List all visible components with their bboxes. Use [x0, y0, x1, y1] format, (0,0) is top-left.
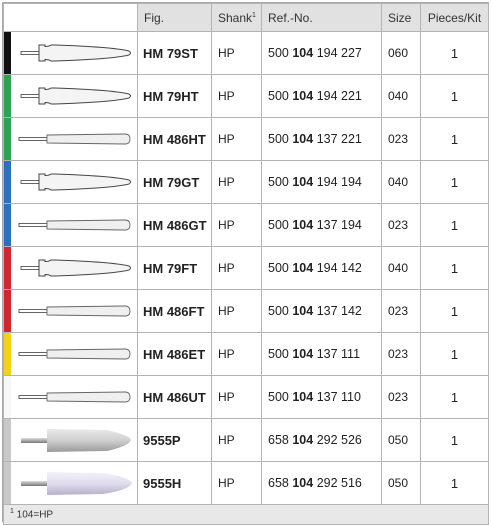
shank-header-label: Shank	[218, 10, 253, 25]
shank-cell: HP	[212, 204, 262, 247]
table-row	[4, 419, 489, 462]
shank-cell: HP	[212, 333, 262, 376]
ref-cell	[262, 462, 382, 505]
shank-cell: HP	[212, 247, 262, 290]
fig-cell: HM 79FT	[138, 247, 212, 290]
cylinder-bur-icon	[11, 333, 137, 375]
fig-cell: HM 486HT	[138, 118, 212, 161]
pieces-per-kit-cell: 1	[421, 32, 489, 75]
color-stripe	[4, 204, 11, 247]
pieces-per-kit-cell: 1	[421, 462, 489, 505]
fig-cell: HM 486ET	[138, 333, 212, 376]
ref-suffix: 194 221	[316, 89, 362, 103]
product-table	[3, 3, 489, 525]
table-row	[4, 247, 489, 290]
ref-prefix: 500	[268, 175, 289, 189]
ref-cell	[262, 333, 382, 376]
ref-suffix: 194 194	[316, 175, 362, 189]
table-row	[4, 118, 489, 161]
size-header: Size	[382, 4, 421, 32]
tool-image	[11, 290, 138, 333]
ref-suffix: 137 194	[316, 218, 362, 232]
ref-suffix: 292 526	[316, 433, 362, 447]
footnote-row	[4, 505, 489, 525]
ref-prefix: 658	[268, 433, 289, 447]
fig-cell: HM 79ST	[138, 32, 212, 75]
color-stripe	[4, 333, 11, 376]
tool-image	[11, 118, 138, 161]
fig-cell: HM 486FT	[138, 290, 212, 333]
ref-prefix: 500	[268, 89, 289, 103]
ref-suffix: 137 142	[316, 304, 362, 318]
grey-polisher-icon	[11, 419, 137, 461]
size-cell: 023	[382, 204, 421, 247]
table-row	[4, 32, 489, 75]
tool-image	[11, 204, 138, 247]
shank-cell: HP	[212, 75, 262, 118]
shank-cell: HP	[212, 290, 262, 333]
tool-image	[11, 419, 138, 462]
ref-cell	[262, 376, 382, 419]
tool-image	[11, 462, 138, 505]
shank-cell: HP	[212, 32, 262, 75]
size-cell: 040	[382, 247, 421, 290]
tapered-cone-bur-icon	[11, 247, 137, 289]
ref-prefix: 500	[268, 304, 289, 318]
ref-shank-code: 104	[292, 46, 314, 60]
size-cell: 040	[382, 75, 421, 118]
ref-header: Ref.-No.	[262, 4, 382, 32]
ref-cell	[262, 118, 382, 161]
tool-image	[11, 161, 138, 204]
pieces-per-kit-cell: 1	[421, 290, 489, 333]
ref-suffix: 292 516	[316, 476, 362, 490]
color-stripe	[4, 462, 11, 505]
color-stripe	[4, 376, 11, 419]
color-stripe	[4, 247, 11, 290]
ref-cell	[262, 32, 382, 75]
tapered-cone-bur-icon	[11, 32, 137, 74]
ref-shank-code: 104	[292, 304, 314, 318]
ref-shank-code: 104	[292, 433, 314, 447]
cylinder-bur-icon	[11, 204, 137, 246]
shank-cell: HP	[212, 376, 262, 419]
ref-cell	[262, 75, 382, 118]
ref-shank-code: 104	[292, 132, 314, 146]
ref-suffix: 137 221	[316, 132, 362, 146]
ref-shank-code: 104	[292, 218, 314, 232]
ref-shank-code: 104	[292, 476, 314, 490]
size-cell: 023	[382, 376, 421, 419]
tool-image	[11, 333, 138, 376]
fig-cell: HM 79HT	[138, 75, 212, 118]
table-row	[4, 204, 489, 247]
ref-prefix: 500	[268, 390, 289, 404]
fig-header: Fig.	[138, 4, 212, 32]
shank-cell: HP	[212, 419, 262, 462]
ref-suffix: 194 142	[316, 261, 362, 275]
pieces-per-kit-cell: 1	[421, 419, 489, 462]
ref-cell	[262, 247, 382, 290]
ref-shank-code: 104	[292, 347, 314, 361]
shank-cell: HP	[212, 118, 262, 161]
table-row	[4, 75, 489, 118]
color-stripe	[4, 118, 11, 161]
tool-image	[11, 376, 138, 419]
footnote-mark: 1	[10, 508, 14, 516]
ref-prefix: 658	[268, 476, 289, 490]
color-stripe	[4, 32, 11, 75]
shank-cell: HP	[212, 161, 262, 204]
cylinder-bur-icon	[11, 118, 137, 160]
ref-shank-code: 104	[292, 175, 314, 189]
ref-cell	[262, 204, 382, 247]
footnote-text: 104=HP	[13, 509, 54, 521]
pieces-per-kit-cell: 1	[421, 118, 489, 161]
ref-suffix: 137 111	[316, 347, 361, 361]
table-row	[4, 376, 489, 419]
size-cell: 023	[382, 333, 421, 376]
pieces-per-kit-cell: 1	[421, 333, 489, 376]
ref-prefix: 500	[268, 347, 289, 361]
cylinder-bur-icon	[11, 376, 137, 418]
fig-cell: HM 79GT	[138, 161, 212, 204]
pieces-per-kit-cell: 1	[421, 161, 489, 204]
size-cell: 040	[382, 161, 421, 204]
pieces-per-kit-cell: 1	[421, 247, 489, 290]
pieces-per-kit-cell: 1	[421, 204, 489, 247]
ref-cell	[262, 161, 382, 204]
fig-cell: HM 486UT	[138, 376, 212, 419]
tool-image	[11, 247, 138, 290]
ref-prefix: 500	[268, 261, 289, 275]
shank-header	[212, 4, 262, 32]
shank-cell: HP	[212, 462, 262, 505]
fig-cell: 9555H	[138, 462, 212, 505]
image-header	[4, 4, 138, 32]
tool-image	[11, 32, 138, 75]
fig-cell: HM 486GT	[138, 204, 212, 247]
cylinder-bur-icon	[11, 290, 137, 332]
ref-suffix: 194 227	[316, 46, 362, 60]
ref-shank-code: 104	[292, 261, 314, 275]
color-stripe	[4, 75, 11, 118]
fig-cell: 9555P	[138, 419, 212, 462]
product-table-frame	[2, 2, 489, 522]
table-row	[4, 333, 489, 376]
table-row	[4, 161, 489, 204]
ref-prefix: 500	[268, 46, 289, 60]
tapered-cone-bur-icon	[11, 75, 137, 117]
lilac-polisher-icon	[11, 462, 137, 504]
footnote	[4, 505, 489, 525]
tool-image	[11, 75, 138, 118]
ref-shank-code: 104	[292, 390, 314, 404]
color-stripe	[4, 419, 11, 462]
ref-cell	[262, 419, 382, 462]
size-cell: 023	[382, 290, 421, 333]
ref-cell	[262, 290, 382, 333]
color-stripe	[4, 161, 11, 204]
shank-footnote-mark: 1	[252, 11, 256, 19]
size-cell: 050	[382, 462, 421, 505]
ref-suffix: 137 110	[316, 390, 361, 404]
pieces-per-kit-header: Pieces/Kit	[421, 4, 489, 32]
color-stripe	[4, 290, 11, 333]
size-cell: 050	[382, 419, 421, 462]
pieces-per-kit-cell: 1	[421, 75, 489, 118]
pieces-per-kit-cell: 1	[421, 376, 489, 419]
ref-prefix: 500	[268, 218, 289, 232]
ref-prefix: 500	[268, 132, 289, 146]
header-row	[4, 4, 489, 32]
tapered-cone-bur-icon	[11, 161, 137, 203]
size-cell: 060	[382, 32, 421, 75]
ref-shank-code: 104	[292, 89, 314, 103]
size-cell: 023	[382, 118, 421, 161]
table-row	[4, 290, 489, 333]
table-row	[4, 462, 489, 505]
